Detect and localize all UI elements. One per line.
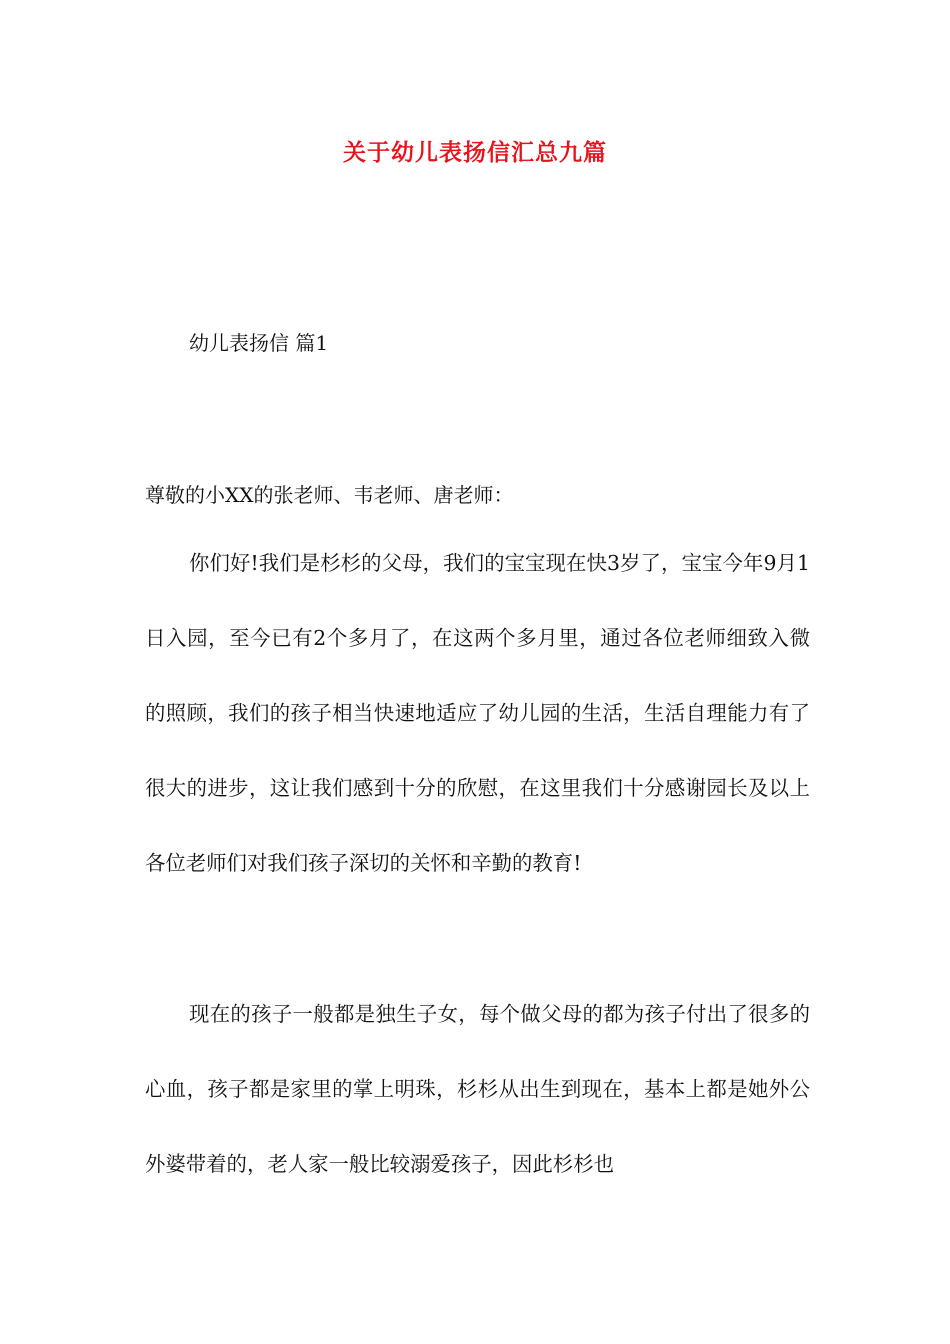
- document-title: 关于幼儿表扬信汇总九篇: [343, 139, 607, 166]
- body-paragraph-1: 你们好!我们是杉杉的父母，我们的宝宝现在快3岁了，宝宝今年9月1日入园，至今已有2个多月了，在这两个多月里，通过各位老师细致入微的照顾，我们的孩子相当快速地适应了幼儿园的生活，生活自理能力有了很大的进步，这让我们感到十分的欣慰，在这里我们十分感谢园长及以上各位老师们对我们孩子深切的关怀和辛勤的教育!: [145, 551, 810, 875]
- body-paragraph-2: 现在的孩子一般都是独生子女，每个做父母的都为孩子付出了很多的心血，孩子都是家里的掌上明珠，杉杉从出生到现在，基本上都是她外公外婆带着的，老人家一般比较溺爱孩子，因此杉杉也: [145, 1002, 810, 1176]
- letter-salutation: 尊敬的小XX的张老师、韦老师、唐老师：: [145, 483, 514, 507]
- section-heading: 幼儿表扬信 篇1: [189, 331, 329, 355]
